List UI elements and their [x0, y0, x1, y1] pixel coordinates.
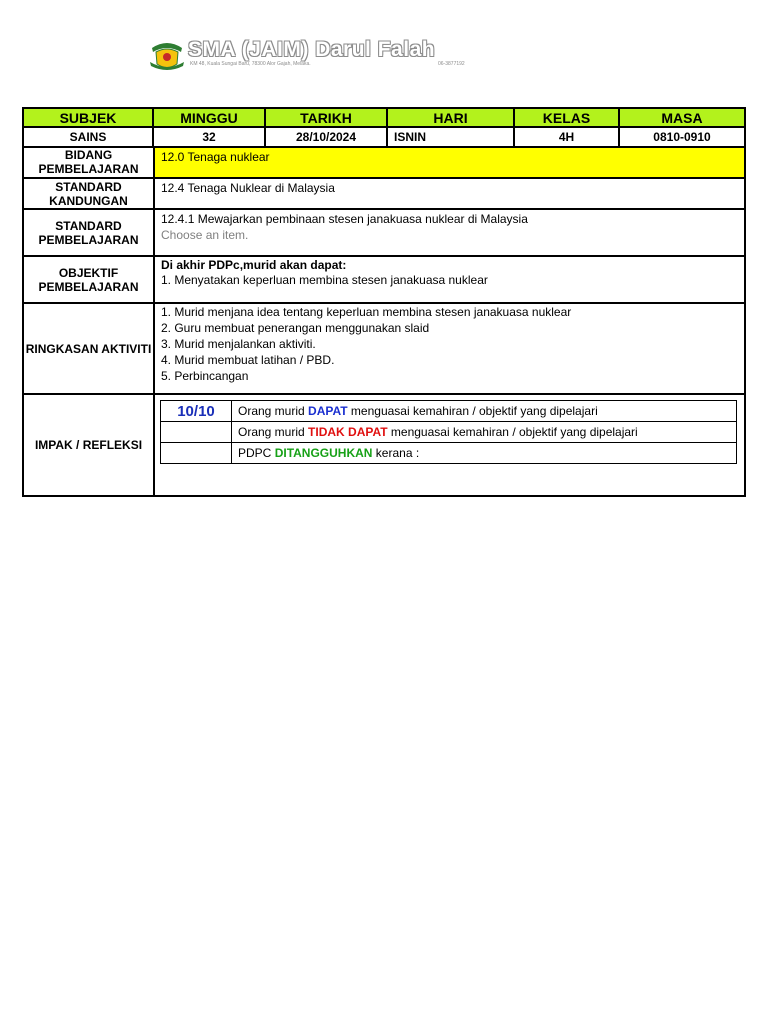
- header-tarikh: TARIKH: [264, 107, 388, 128]
- header-kelas: KELAS: [513, 107, 620, 128]
- reflection-text: [232, 401, 737, 422]
- score-cell-empty[interactable]: [161, 422, 232, 443]
- value-subjek: SAINS: [22, 126, 154, 148]
- activity-item: 3. Murid menjalankan aktiviti.: [161, 337, 316, 351]
- objektif-value[interactable]: [155, 257, 744, 304]
- label-ringkasan: RINGKASAN AKTIVITI: [24, 304, 155, 395]
- school-name: SMA (JAIM) Darul Falah: [188, 38, 436, 61]
- reflection-text: [232, 422, 737, 443]
- ditangguhkan-highlight: DITANGGUHKAN: [274, 446, 373, 460]
- objektif-item: 1. Menyatakan keperluan membina stesen janakuasa nuklear: [161, 273, 488, 287]
- activity-item: 2. Guru membuat penerangan menggunakan slaid: [161, 321, 430, 335]
- value-kelas: 4H: [513, 126, 620, 148]
- reflection-row: [161, 401, 737, 422]
- choose-item-dropdown[interactable]: Choose an item.: [161, 228, 249, 242]
- standard-pembelajaran-text: 12.4.1 Mewajarkan pembinaan stesen janakuasa nuklear di Malaysia: [161, 212, 528, 226]
- score-cell[interactable]: 10/10: [161, 401, 232, 422]
- standard-kandungan-text: 12.4 Tenaga Nuklear di Malaysia: [161, 181, 335, 195]
- reflection-prefix: PDPC: [238, 446, 275, 460]
- label-standard-pembelajaran: STANDARD PEMBELAJARAN: [24, 210, 155, 257]
- ringkasan-value[interactable]: [155, 304, 744, 395]
- bidang-text: 12.0 Tenaga nuklear: [161, 150, 270, 164]
- reflection-text: [232, 443, 737, 464]
- school-crest-icon: [148, 40, 186, 70]
- header-minggu: MINGGU: [152, 107, 266, 128]
- school-address: KM 48, Kuala Sungai Baru, 78300 Alor Gajah, Melaka.: [190, 61, 311, 67]
- value-tarikh: 28/10/2024: [264, 126, 388, 148]
- header-hari: HARI: [386, 107, 515, 128]
- bidang-value[interactable]: [155, 148, 744, 179]
- value-hari: ISNIN: [386, 126, 515, 148]
- activity-item: 4. Murid membuat latihan / PBD.: [161, 353, 335, 367]
- reflection-row: [161, 422, 737, 443]
- standard-kandungan-value[interactable]: [155, 179, 744, 210]
- header-masa: MASA: [618, 107, 746, 128]
- value-minggu: 32: [152, 126, 266, 148]
- tidak-dapat-highlight: TIDAK DAPAT: [308, 425, 388, 439]
- reflection-suffix: menguasai kemahiran / objektif yang dipelajari: [347, 404, 598, 418]
- reflection-suffix: menguasai kemahiran / objektif yang dipelajari: [387, 425, 638, 439]
- school-phone: 06-3877192: [438, 61, 465, 67]
- label-standard-kandungan: STANDARD KANDUNGAN: [24, 179, 155, 210]
- reflection-suffix: kerana :: [372, 446, 420, 460]
- reflection-table: [160, 400, 737, 464]
- header-subjek: SUBJEK: [22, 107, 154, 128]
- label-impak: IMPAK / REFLEKSI: [24, 395, 155, 495]
- school-header: [148, 38, 508, 72]
- activity-item: 5. Perbincangan: [161, 369, 249, 383]
- objektif-intro: Di akhir PDPc,murid akan dapat:: [161, 258, 347, 272]
- score-cell-empty[interactable]: [161, 443, 232, 464]
- activity-item: 1. Murid menjana idea tentang keperluan membina stesen janakuasa nuklear: [161, 305, 572, 319]
- label-bidang: BIDANG PEMBELAJARAN: [24, 146, 155, 179]
- dapat-highlight: DAPAT: [308, 404, 348, 418]
- reflection-prefix: Orang murid: [238, 404, 309, 418]
- value-masa: 0810-0910: [618, 126, 746, 148]
- reflection-row: [161, 443, 737, 464]
- standard-pembelajaran-value[interactable]: [155, 210, 744, 257]
- reflection-prefix: Orang murid: [238, 425, 309, 439]
- label-objektif: OBJEKTIF PEMBELAJARAN: [24, 257, 155, 304]
